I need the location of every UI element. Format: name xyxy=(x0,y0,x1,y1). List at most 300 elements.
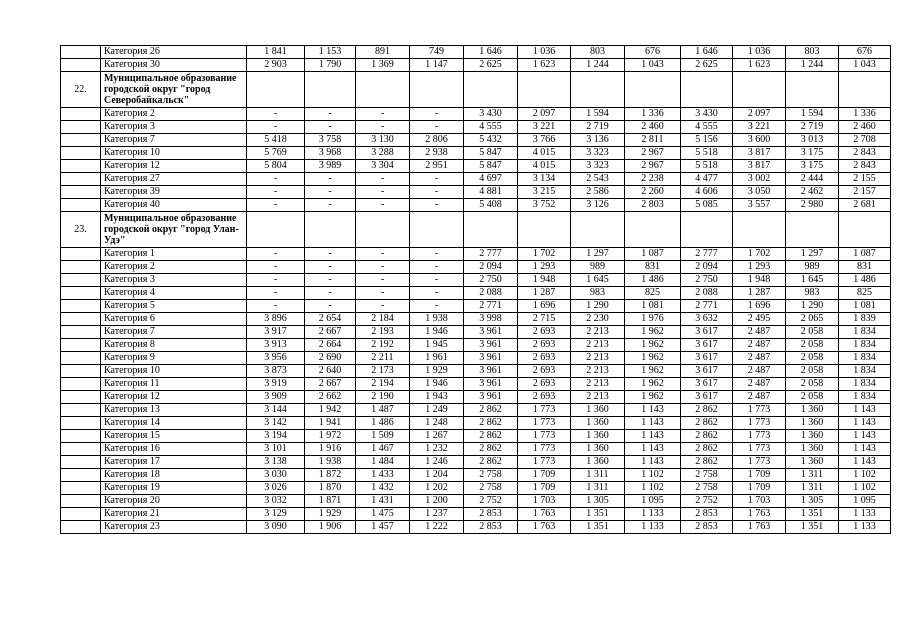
value-cell: 2 543 xyxy=(571,173,625,186)
value-cell: 1 948 xyxy=(733,274,786,287)
category-name: Категория 16 xyxy=(101,443,247,456)
value-cell: 1 133 xyxy=(625,508,681,521)
value-cell: 2 586 xyxy=(571,186,625,199)
value-cell: - xyxy=(356,300,410,313)
value-cell: 2 938 xyxy=(410,147,464,160)
value-cell: 2 862 xyxy=(681,443,733,456)
value-cell: 2 190 xyxy=(356,391,410,404)
value-cell: 1 133 xyxy=(839,508,891,521)
value-cell: 2 088 xyxy=(464,287,518,300)
table-row xyxy=(61,482,891,495)
category-name: Категория 1 xyxy=(101,248,247,261)
value-cell: 3 758 xyxy=(305,134,356,147)
value-cell: 1 467 xyxy=(356,443,410,456)
value-cell: - xyxy=(356,108,410,121)
table-row xyxy=(61,378,891,391)
category-name: Категория 7 xyxy=(101,134,247,147)
value-cell: 1 938 xyxy=(410,313,464,326)
value-cell: 1 095 xyxy=(839,495,891,508)
value-cell: 2 862 xyxy=(681,456,733,469)
value-cell: 3 557 xyxy=(733,199,786,212)
table-row xyxy=(61,134,891,147)
value-cell: 1 773 xyxy=(733,430,786,443)
value-cell: 1 290 xyxy=(786,300,839,313)
value-cell: 1 297 xyxy=(571,248,625,261)
value-cell: 2 843 xyxy=(839,147,891,160)
value-cell: 1 237 xyxy=(410,508,464,521)
value-cell: 5 156 xyxy=(681,134,733,147)
value-cell: 2 693 xyxy=(518,326,571,339)
value-cell: 1 962 xyxy=(625,326,681,339)
value-cell: 2 097 xyxy=(733,108,786,121)
category-name: Категория 40 xyxy=(101,199,247,212)
value-cell: 1 433 xyxy=(356,469,410,482)
value-cell: 4 477 xyxy=(681,173,733,186)
value-cell: 1 486 xyxy=(839,274,891,287)
value-cell: 2 758 xyxy=(681,469,733,482)
value-cell: 3 968 xyxy=(305,147,356,160)
value-cell: 2 853 xyxy=(681,508,733,521)
value-cell: 1 696 xyxy=(518,300,571,313)
value-cell: - xyxy=(356,173,410,186)
category-name: Категория 18 xyxy=(101,469,247,482)
row-number-empty xyxy=(61,173,101,186)
value-cell: 1 351 xyxy=(786,521,839,534)
value-cell: - xyxy=(305,121,356,134)
value-cell: - xyxy=(305,173,356,186)
value-cell: 2 967 xyxy=(625,160,681,173)
value-cell: 1 287 xyxy=(733,287,786,300)
value-cell: 1 232 xyxy=(410,443,464,456)
empty-cell xyxy=(305,212,356,248)
value-cell: 2 715 xyxy=(518,313,571,326)
value-cell: 3 323 xyxy=(571,147,625,160)
value-cell: - xyxy=(305,248,356,261)
value-cell: 803 xyxy=(786,46,839,59)
value-cell: 2 058 xyxy=(786,365,839,378)
empty-cell xyxy=(681,72,733,108)
value-cell: 1 249 xyxy=(410,404,464,417)
table-row xyxy=(61,248,891,261)
value-cell: 2 719 xyxy=(786,121,839,134)
value-cell: 2 211 xyxy=(356,352,410,365)
value-cell: 1 962 xyxy=(625,352,681,365)
value-cell: 1 945 xyxy=(410,339,464,352)
value-cell: 2 094 xyxy=(681,261,733,274)
value-cell: 1 709 xyxy=(733,482,786,495)
table-row xyxy=(61,199,891,212)
value-cell: 803 xyxy=(571,46,625,59)
value-cell: 1 143 xyxy=(625,443,681,456)
value-cell: 2 750 xyxy=(681,274,733,287)
row-number-empty xyxy=(61,147,101,160)
value-cell: 3 632 xyxy=(681,313,733,326)
empty-cell xyxy=(464,72,518,108)
value-cell: 2 444 xyxy=(786,173,839,186)
tariff-table xyxy=(60,45,891,534)
value-cell: 2 495 xyxy=(733,313,786,326)
row-number-empty xyxy=(61,59,101,72)
value-cell: - xyxy=(410,108,464,121)
value-cell: 3 961 xyxy=(464,326,518,339)
value-cell: 1 870 xyxy=(305,482,356,495)
value-cell: 5 518 xyxy=(681,147,733,160)
empty-cell xyxy=(305,72,356,108)
value-cell: 3 430 xyxy=(464,108,518,121)
row-number-empty xyxy=(61,248,101,261)
value-cell: 1 293 xyxy=(518,261,571,274)
value-cell: 2 752 xyxy=(681,495,733,508)
row-number-empty xyxy=(61,404,101,417)
value-cell: 1 360 xyxy=(786,430,839,443)
value-cell: 983 xyxy=(786,287,839,300)
empty-cell xyxy=(786,212,839,248)
value-cell: 2 667 xyxy=(305,326,356,339)
value-cell: 1 246 xyxy=(410,456,464,469)
category-name: Категория 10 xyxy=(101,365,247,378)
value-cell: - xyxy=(356,274,410,287)
category-name: Категория 20 xyxy=(101,495,247,508)
row-number-empty xyxy=(61,274,101,287)
value-cell: 2 758 xyxy=(681,482,733,495)
value-cell: 2 771 xyxy=(681,300,733,313)
table-row xyxy=(61,430,891,443)
value-cell: 2 213 xyxy=(571,378,625,391)
value-cell: 2 460 xyxy=(839,121,891,134)
value-cell: 3 138 xyxy=(247,456,305,469)
value-cell: - xyxy=(247,287,305,300)
value-cell: 2 173 xyxy=(356,365,410,378)
value-cell: 2 487 xyxy=(733,352,786,365)
value-cell: 1 962 xyxy=(625,339,681,352)
value-cell: 1 509 xyxy=(356,430,410,443)
value-cell: 2 862 xyxy=(681,430,733,443)
value-cell: 2 213 xyxy=(571,391,625,404)
row-number-empty xyxy=(61,482,101,495)
value-cell: 2 213 xyxy=(571,326,625,339)
value-cell: 3 136 xyxy=(571,134,625,147)
value-cell: - xyxy=(305,287,356,300)
table-row xyxy=(61,365,891,378)
value-cell: 1 143 xyxy=(839,430,891,443)
value-cell: 2 230 xyxy=(571,313,625,326)
value-cell: 1 834 xyxy=(839,352,891,365)
table-row xyxy=(61,417,891,430)
value-cell: 5 085 xyxy=(681,199,733,212)
value-cell: 1 336 xyxy=(625,108,681,121)
value-cell: 3 956 xyxy=(247,352,305,365)
value-cell: 831 xyxy=(839,261,891,274)
value-cell: 1 834 xyxy=(839,326,891,339)
value-cell: 1 351 xyxy=(571,521,625,534)
value-cell: - xyxy=(247,173,305,186)
value-cell: 1 872 xyxy=(305,469,356,482)
value-cell: 2 097 xyxy=(518,108,571,121)
municipality-name: Муниципальное образование городской округ "город Северобайкальск" xyxy=(101,72,247,108)
row-number-empty xyxy=(61,391,101,404)
category-name: Категория 12 xyxy=(101,160,247,173)
value-cell: 1 962 xyxy=(625,391,681,404)
value-cell: 1 645 xyxy=(571,274,625,287)
value-cell: 1 311 xyxy=(571,469,625,482)
value-cell: 3 129 xyxy=(247,508,305,521)
value-cell: 1 646 xyxy=(681,46,733,59)
municipality-row xyxy=(61,72,891,108)
table-row xyxy=(61,495,891,508)
value-cell: 1 763 xyxy=(518,521,571,534)
row-number-empty xyxy=(61,121,101,134)
empty-cell xyxy=(356,72,410,108)
value-cell: 2 967 xyxy=(625,147,681,160)
value-cell: 676 xyxy=(839,46,891,59)
value-cell: 2 862 xyxy=(464,417,518,430)
category-name: Категория 3 xyxy=(101,121,247,134)
value-cell: 2 065 xyxy=(786,313,839,326)
value-cell: - xyxy=(410,274,464,287)
value-cell: 1 834 xyxy=(839,339,891,352)
value-cell: 2 260 xyxy=(625,186,681,199)
row-number-empty xyxy=(61,261,101,274)
row-number-empty xyxy=(61,186,101,199)
category-name: Категория 9 xyxy=(101,352,247,365)
table-row xyxy=(61,261,891,274)
value-cell: 1 773 xyxy=(518,456,571,469)
value-cell: 3 961 xyxy=(464,339,518,352)
empty-cell xyxy=(410,212,464,248)
value-cell: 3 090 xyxy=(247,521,305,534)
value-cell: 3 961 xyxy=(464,391,518,404)
value-cell: 1 311 xyxy=(786,482,839,495)
row-number-empty xyxy=(61,495,101,508)
value-cell: 3 130 xyxy=(356,134,410,147)
value-cell: 5 769 xyxy=(247,147,305,160)
value-cell: 1 773 xyxy=(733,456,786,469)
value-cell: 1 351 xyxy=(786,508,839,521)
value-cell: 2 758 xyxy=(464,482,518,495)
category-name: Категория 12 xyxy=(101,391,247,404)
value-cell: 2 058 xyxy=(786,352,839,365)
value-cell: 1 360 xyxy=(786,456,839,469)
value-cell: 3 617 xyxy=(681,339,733,352)
value-cell: - xyxy=(356,248,410,261)
value-cell: 3 194 xyxy=(247,430,305,443)
value-cell: 1 709 xyxy=(518,482,571,495)
value-cell: 831 xyxy=(625,261,681,274)
value-cell: - xyxy=(247,261,305,274)
value-cell: 1 645 xyxy=(786,274,839,287)
table-row xyxy=(61,339,891,352)
category-name: Категория 17 xyxy=(101,456,247,469)
value-cell: 825 xyxy=(625,287,681,300)
value-cell: 2 811 xyxy=(625,134,681,147)
value-cell: 3 175 xyxy=(786,147,839,160)
value-cell: 1 311 xyxy=(571,482,625,495)
value-cell: - xyxy=(410,287,464,300)
value-cell: 1 773 xyxy=(733,443,786,456)
row-number: 22. xyxy=(61,72,101,108)
value-cell: 2 951 xyxy=(410,160,464,173)
row-number-empty xyxy=(61,521,101,534)
value-cell: 2 462 xyxy=(786,186,839,199)
value-cell: 1 081 xyxy=(625,300,681,313)
value-cell: 2 758 xyxy=(464,469,518,482)
value-cell: 1 487 xyxy=(356,404,410,417)
value-cell: 1 244 xyxy=(786,59,839,72)
row-number-empty xyxy=(61,313,101,326)
value-cell: 2 058 xyxy=(786,326,839,339)
table-row xyxy=(61,443,891,456)
value-cell: 4 881 xyxy=(464,186,518,199)
empty-cell xyxy=(733,72,786,108)
value-cell: 1 709 xyxy=(733,469,786,482)
value-cell: 1 222 xyxy=(410,521,464,534)
table-row xyxy=(61,287,891,300)
value-cell: 3 175 xyxy=(786,160,839,173)
value-cell: 676 xyxy=(625,46,681,59)
row-number-empty xyxy=(61,456,101,469)
value-cell: 3 032 xyxy=(247,495,305,508)
value-cell: 3 766 xyxy=(518,134,571,147)
value-cell: 1 484 xyxy=(356,456,410,469)
row-number-empty xyxy=(61,508,101,521)
row-number-empty xyxy=(61,430,101,443)
value-cell: 1 941 xyxy=(305,417,356,430)
value-cell: 1 360 xyxy=(786,443,839,456)
value-cell: 1 143 xyxy=(839,456,891,469)
value-cell: 1 043 xyxy=(625,59,681,72)
value-cell: 4 015 xyxy=(518,160,571,173)
value-cell: 2 750 xyxy=(464,274,518,287)
value-cell: - xyxy=(356,121,410,134)
value-cell: 1 841 xyxy=(247,46,305,59)
value-cell: 1 702 xyxy=(518,248,571,261)
value-cell: 1 248 xyxy=(410,417,464,430)
table-row xyxy=(61,108,891,121)
value-cell: 1 594 xyxy=(571,108,625,121)
value-cell: 1 143 xyxy=(839,404,891,417)
value-cell: 983 xyxy=(571,287,625,300)
value-cell: 1 147 xyxy=(410,59,464,72)
value-cell: 1 773 xyxy=(733,417,786,430)
value-cell: 1 360 xyxy=(571,404,625,417)
value-cell: 1 962 xyxy=(625,365,681,378)
row-number-empty xyxy=(61,134,101,147)
value-cell: 1 623 xyxy=(733,59,786,72)
value-cell: 1 360 xyxy=(571,417,625,430)
value-cell: 4 606 xyxy=(681,186,733,199)
value-cell: 1 709 xyxy=(518,469,571,482)
value-cell: 2 862 xyxy=(681,404,733,417)
value-cell: 1 839 xyxy=(839,313,891,326)
value-cell: 3 817 xyxy=(733,147,786,160)
row-number-empty xyxy=(61,443,101,456)
category-name: Категория 2 xyxy=(101,108,247,121)
value-cell: 3 026 xyxy=(247,482,305,495)
value-cell: 2 487 xyxy=(733,365,786,378)
value-cell: 2 662 xyxy=(305,391,356,404)
value-cell: 3 917 xyxy=(247,326,305,339)
value-cell: 2 194 xyxy=(356,378,410,391)
value-cell: - xyxy=(247,121,305,134)
row-number-empty xyxy=(61,326,101,339)
value-cell: - xyxy=(247,199,305,212)
value-cell: 2 625 xyxy=(464,59,518,72)
value-cell: 1 043 xyxy=(839,59,891,72)
row-number-empty xyxy=(61,287,101,300)
value-cell: 1 938 xyxy=(305,456,356,469)
value-cell: 1 976 xyxy=(625,313,681,326)
value-cell: 989 xyxy=(571,261,625,274)
table-row xyxy=(61,274,891,287)
value-cell: 5 432 xyxy=(464,134,518,147)
value-cell: 1 360 xyxy=(571,456,625,469)
value-cell: 1 763 xyxy=(518,508,571,521)
category-name: Категория 26 xyxy=(101,46,247,59)
value-cell: 2 862 xyxy=(681,417,733,430)
value-cell: 1 360 xyxy=(571,430,625,443)
empty-cell xyxy=(839,72,891,108)
value-cell: 3 989 xyxy=(305,160,356,173)
value-cell: 1 143 xyxy=(625,430,681,443)
value-cell: 1 200 xyxy=(410,495,464,508)
value-cell: 3 961 xyxy=(464,352,518,365)
table-row xyxy=(61,147,891,160)
value-cell: 3 909 xyxy=(247,391,305,404)
value-cell: 1 834 xyxy=(839,391,891,404)
table-row xyxy=(61,173,891,186)
value-cell: 3 617 xyxy=(681,352,733,365)
value-cell: 1 834 xyxy=(839,365,891,378)
value-cell: 1 486 xyxy=(625,274,681,287)
category-name: Категория 11 xyxy=(101,378,247,391)
value-cell: 2 980 xyxy=(786,199,839,212)
value-cell: 1 431 xyxy=(356,495,410,508)
value-cell: 1 102 xyxy=(839,469,891,482)
value-cell: 1 305 xyxy=(786,495,839,508)
category-name: Категория 13 xyxy=(101,404,247,417)
category-name: Категория 21 xyxy=(101,508,247,521)
row-number-empty xyxy=(61,339,101,352)
value-cell: 1 204 xyxy=(410,469,464,482)
value-cell: 1 297 xyxy=(786,248,839,261)
value-cell: 3 030 xyxy=(247,469,305,482)
table-row xyxy=(61,521,891,534)
value-cell: - xyxy=(410,173,464,186)
empty-cell xyxy=(733,212,786,248)
table-row xyxy=(61,391,891,404)
value-cell: - xyxy=(410,121,464,134)
value-cell: 2 155 xyxy=(839,173,891,186)
row-number-empty xyxy=(61,469,101,482)
table-row xyxy=(61,404,891,417)
empty-cell xyxy=(786,72,839,108)
row-number-empty xyxy=(61,160,101,173)
value-cell: - xyxy=(305,300,356,313)
value-cell: - xyxy=(410,300,464,313)
value-cell: 4 555 xyxy=(464,121,518,134)
value-cell: 3 221 xyxy=(733,121,786,134)
value-cell: - xyxy=(247,300,305,313)
value-cell: 1 153 xyxy=(305,46,356,59)
value-cell: 5 408 xyxy=(464,199,518,212)
category-name: Категория 3 xyxy=(101,274,247,287)
value-cell: 1 834 xyxy=(839,378,891,391)
table-row xyxy=(61,508,891,521)
value-cell: - xyxy=(410,261,464,274)
value-cell: 5 804 xyxy=(247,160,305,173)
value-cell: 1 702 xyxy=(733,248,786,261)
value-cell: 2 862 xyxy=(464,456,518,469)
